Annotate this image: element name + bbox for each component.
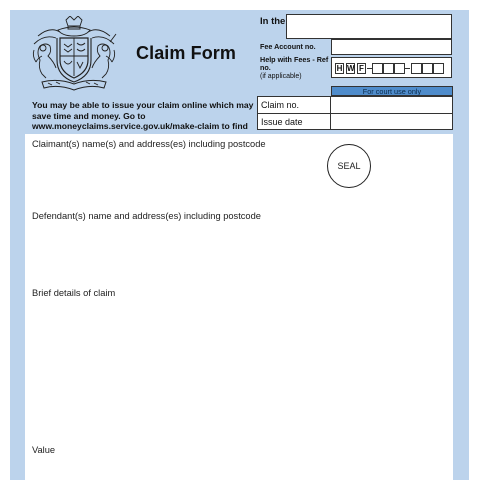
- claimant-label: Claimant(s) name(s) and address(es) including postcode: [32, 139, 266, 149]
- hwf-digit-box[interactable]: [383, 63, 394, 74]
- issue-date-label: Issue date: [258, 114, 331, 130]
- court-use-table: [257, 96, 453, 130]
- hwf-label-text: Help with Fees - Ref no.: [260, 55, 329, 72]
- form-title: Claim Form: [136, 43, 237, 63]
- hwf-ref-field[interactable]: [331, 57, 452, 78]
- issue-date-field[interactable]: [332, 114, 452, 130]
- hwf-prefix-h: H: [336, 64, 343, 73]
- hwf-prefix-w: W: [347, 64, 355, 73]
- hwf-note: (if applicable): [260, 73, 302, 80]
- in-the-label: In the: [260, 16, 286, 27]
- hwf-digit-box[interactable]: [422, 63, 433, 74]
- issue-date-row: [258, 114, 452, 130]
- brief-details-label: Brief details of claim: [32, 288, 116, 298]
- intro-text: You may be able to issue your claim online which may save time and money. Go to www.moneyclaims.service.gov.uk/make-claim to find: [32, 100, 254, 131]
- royal-coat-of-arms-icon: [28, 16, 120, 92]
- court-use-header: For court use only: [331, 86, 453, 96]
- seal-stamp: SEAL: [327, 144, 371, 188]
- claim-no-row: [258, 97, 452, 113]
- claim-no-label: Claim no.: [258, 97, 331, 113]
- fee-account-field[interactable]: [331, 39, 452, 55]
- hwf-digit-box[interactable]: [411, 63, 422, 74]
- hwf-digit-box[interactable]: [433, 63, 444, 74]
- in-the-field[interactable]: [286, 14, 452, 39]
- defendant-label: Defendant(s) name and address(es) including postcode: [32, 211, 261, 221]
- claim-details-panel[interactable]: [25, 134, 453, 480]
- value-label: Value: [32, 445, 56, 455]
- hwf-digit-box[interactable]: [372, 63, 383, 74]
- hwf-dash: [405, 68, 410, 69]
- hwf-prefix-f: F: [357, 63, 366, 74]
- hwf-label: [260, 56, 330, 81]
- fee-account-label: Fee Account no.: [260, 42, 316, 51]
- claim-no-field[interactable]: [332, 97, 452, 113]
- hwf-digit-box[interactable]: [394, 63, 405, 74]
